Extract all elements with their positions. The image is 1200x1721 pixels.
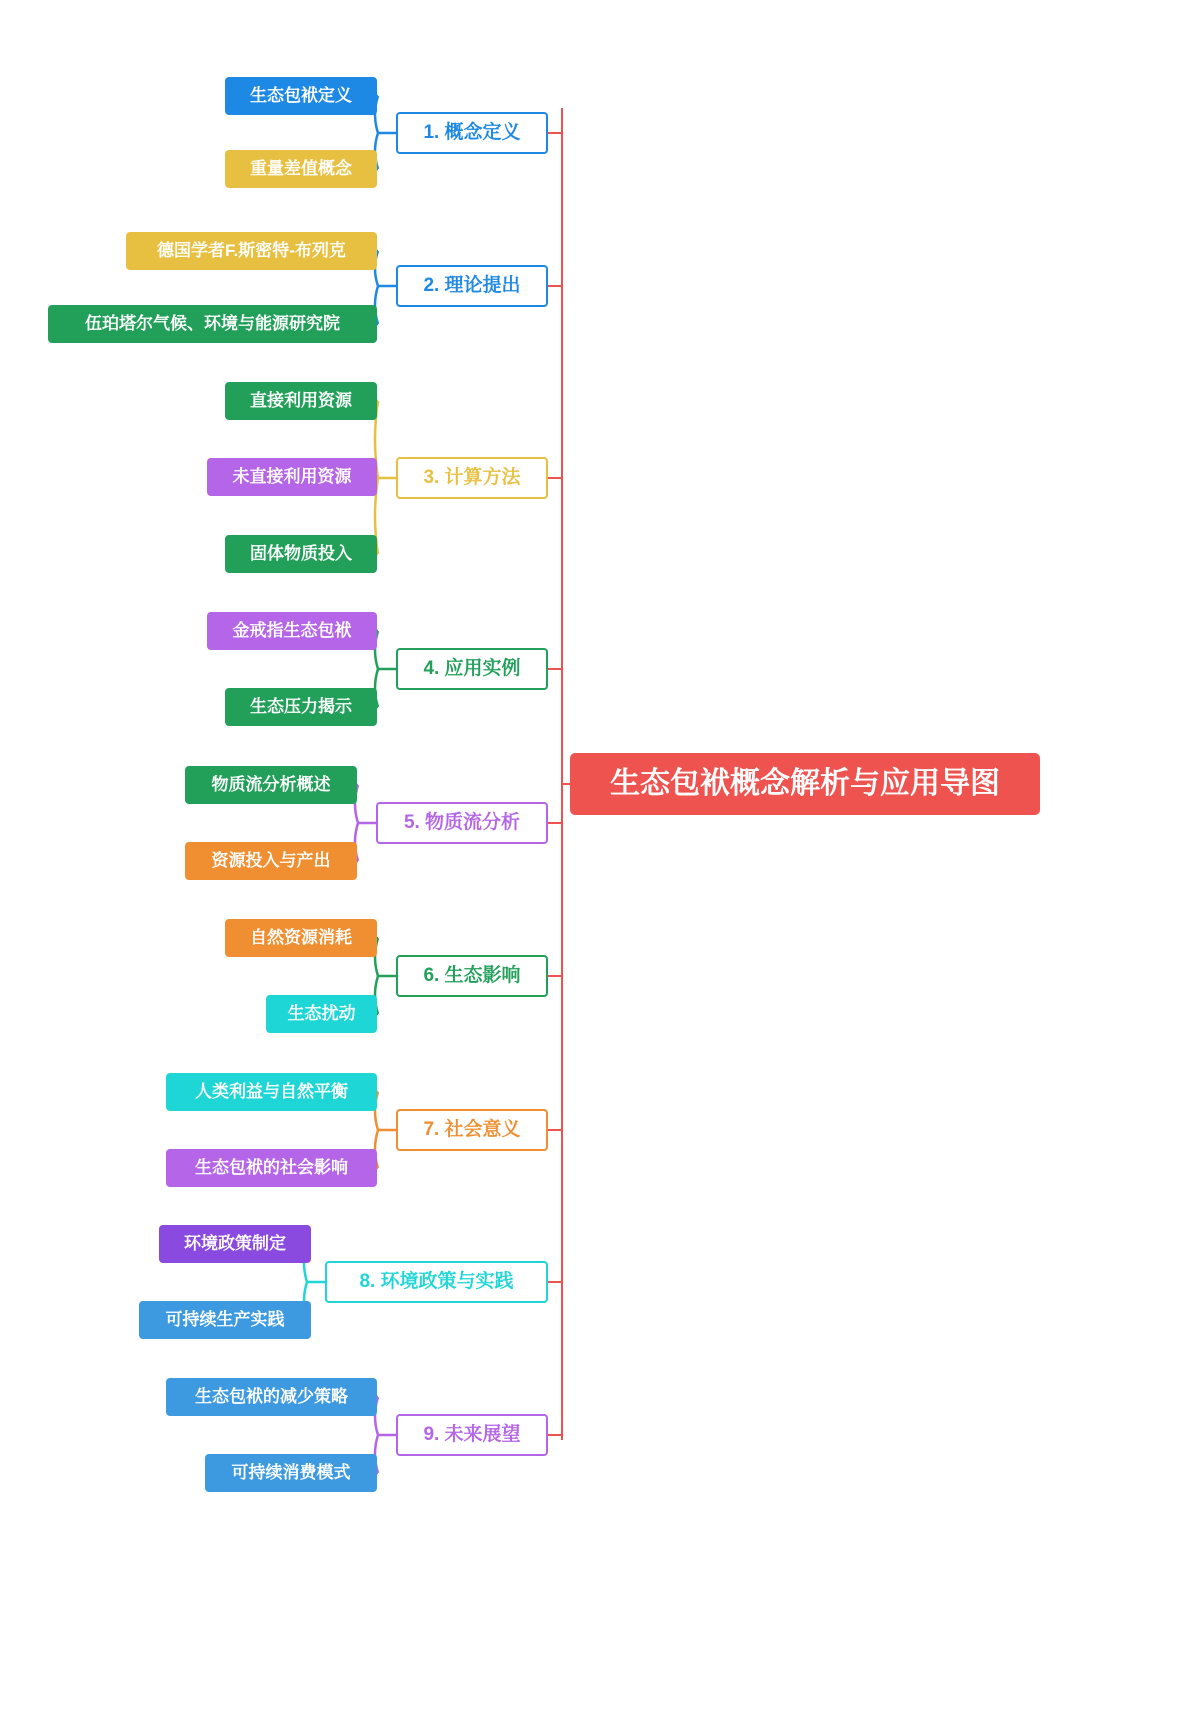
root-node[interactable]: 生态包袱概念解析与应用导图: [570, 753, 1040, 815]
leaf-node-8-1[interactable]: 环境政策制定: [159, 1225, 311, 1263]
leaf-node-9-2[interactable]: 可持续消费模式: [205, 1454, 377, 1492]
leaf-node-4-2[interactable]: 生态压力揭示: [225, 688, 377, 726]
leaf-node-4-1[interactable]: 金戒指生态包袱: [207, 612, 377, 650]
branch-node-7[interactable]: 7. 社会意义: [396, 1109, 548, 1151]
leaf-node-3-2[interactable]: 未直接利用资源: [207, 458, 377, 496]
leaf-node-5-2[interactable]: 资源投入与产出: [185, 842, 357, 880]
leaf-node-7-2[interactable]: 生态包袱的社会影响: [166, 1149, 377, 1187]
leaf-node-2-1[interactable]: 德国学者F.斯密特-布列克: [126, 232, 377, 270]
branch-node-1[interactable]: 1. 概念定义: [396, 112, 548, 154]
leaf-node-3-3[interactable]: 固体物质投入: [225, 535, 377, 573]
leaf-node-2-2[interactable]: 伍珀塔尔气候、环境与能源研究院: [48, 305, 377, 343]
leaf-node-3-1[interactable]: 直接利用资源: [225, 382, 377, 420]
branch-node-4[interactable]: 4. 应用实例: [396, 648, 548, 690]
branch-node-6[interactable]: 6. 生态影响: [396, 955, 548, 997]
leaf-node-8-2[interactable]: 可持续生产实践: [139, 1301, 311, 1339]
leaf-node-1-2[interactable]: 重量差值概念: [225, 150, 377, 188]
leaf-node-5-1[interactable]: 物质流分析概述: [185, 766, 357, 804]
leaf-node-1-1[interactable]: 生态包袱定义: [225, 77, 377, 115]
branch-node-2[interactable]: 2. 理论提出: [396, 265, 548, 307]
branch-node-3[interactable]: 3. 计算方法: [396, 457, 548, 499]
leaf-node-7-1[interactable]: 人类利益与自然平衡: [166, 1073, 377, 1111]
branch-node-5[interactable]: 5. 物质流分析: [376, 802, 548, 844]
leaf-node-6-1[interactable]: 自然资源消耗: [225, 919, 377, 957]
branch-node-8[interactable]: 8. 环境政策与实践: [325, 1261, 548, 1303]
leaf-node-6-2[interactable]: 生态扰动: [266, 995, 377, 1033]
branch-node-9[interactable]: 9. 未来展望: [396, 1414, 548, 1456]
leaf-node-9-1[interactable]: 生态包袱的减少策略: [166, 1378, 377, 1416]
